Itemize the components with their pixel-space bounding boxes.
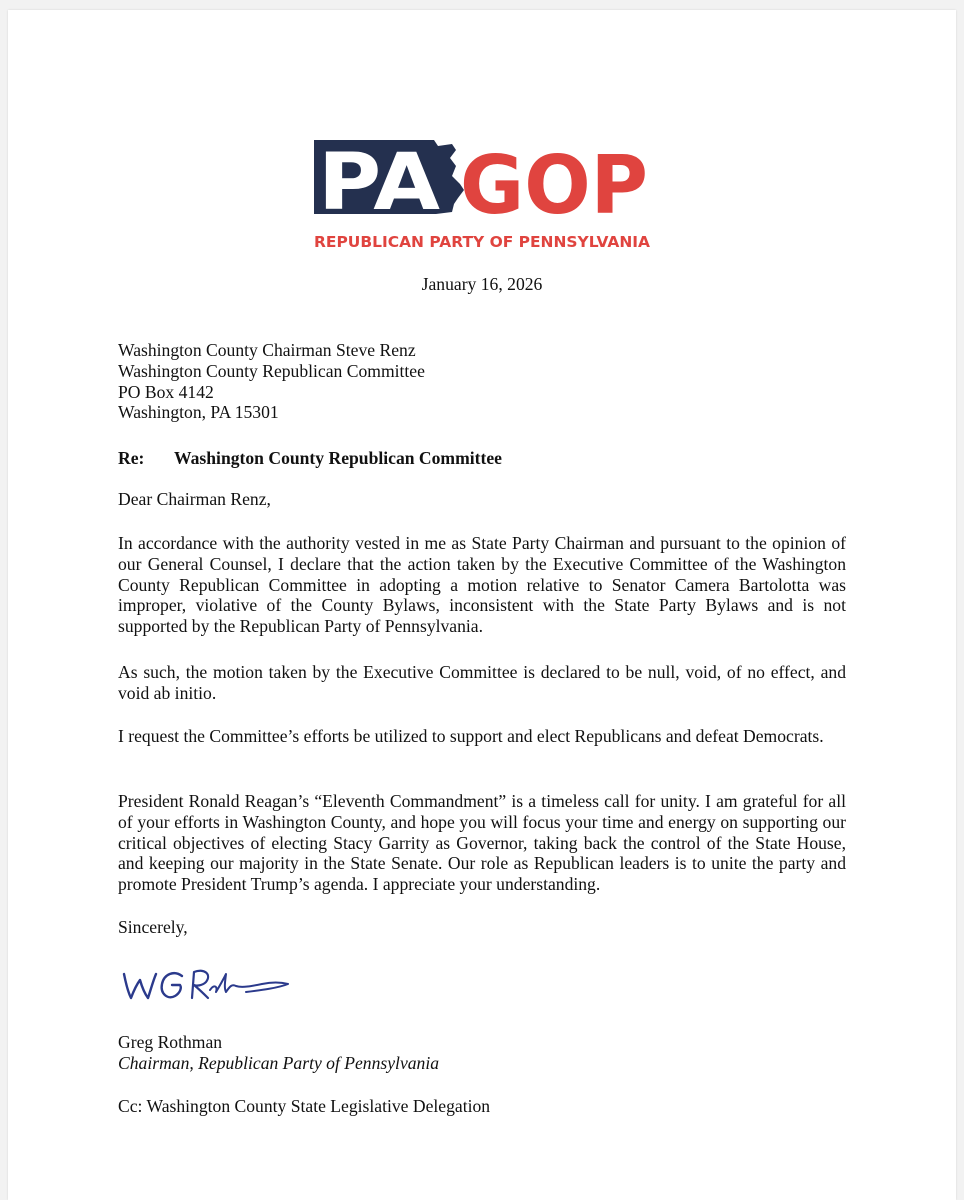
logo-pa-text: PA xyxy=(318,138,440,228)
re-label: Re: xyxy=(118,448,145,468)
cc-line: Cc: Washington County State Legislative Delegation xyxy=(118,1096,491,1116)
paragraph-text: I request the Committee’s efforts be utilized to support and elect Republicans and defeat Democrats. xyxy=(118,726,824,746)
signer-name: Greg Rothman xyxy=(118,1032,223,1052)
pagop-logo-graphic xyxy=(306,130,652,252)
re-subject: Washington County Republican Committee xyxy=(174,448,502,468)
logo-subtitle: REPUBLICAN PARTY OF PENNSYLVANIA xyxy=(314,233,651,251)
body-paragraph xyxy=(118,791,846,895)
logo-gop-text: GOP xyxy=(460,139,648,232)
body-paragraph xyxy=(118,726,846,747)
paragraph-text: President Ronald Reagan’s “Eleventh Commandment” is a timeless call for unity. I am grateful for all of your efforts in Washington County, and hope you will focus your time and energy on supporting our critical objectives of electing Stacy Garrity as Governor, taking back the control of the State House, and keeping our majority in the State Senate. Our role as Republican leaders is to unite the party and promote President Trump’s agenda. I appreciate your understanding. xyxy=(118,791,846,895)
address-line: Washington, PA 15301 xyxy=(118,402,279,423)
subject-line xyxy=(118,448,502,469)
address-line: Washington County Republican Committee xyxy=(118,360,425,381)
signature-graphic xyxy=(112,956,302,1026)
address-line: PO Box 4142 xyxy=(118,381,214,402)
pagop-logo xyxy=(306,130,652,252)
closing: Sincerely, xyxy=(118,917,188,937)
letter-date: January 16, 2026 xyxy=(421,274,543,294)
paragraph-text: As such, the motion taken by the Executive Committee is declared to be null, void, of no effect, and void ab initio. xyxy=(118,662,846,703)
signer-title: Chairman, Republican Party of Pennsylvania xyxy=(118,1052,440,1073)
signer-block xyxy=(118,1032,439,1074)
body-paragraph xyxy=(118,533,846,637)
recipient-address xyxy=(118,340,425,423)
address-line: Washington County Chairman Steve Renz xyxy=(118,340,416,360)
paragraph-text: In accordance with the authority vested in me as State Party Chairman and pursuant to the opinion of our General Counsel, I declare that the action taken by the Executive Committee of the Washington County Republican Committee in adopting a motion relative to Senator Camera Bartolotta was improper, violative of the County Bylaws, inconsistent with the State Party Bylaws and is not supported by the Republican Party of Pennsylvania. xyxy=(118,533,846,637)
body-paragraph xyxy=(118,662,846,704)
salutation: Dear Chairman Renz, xyxy=(118,489,271,509)
signature xyxy=(112,956,302,1026)
